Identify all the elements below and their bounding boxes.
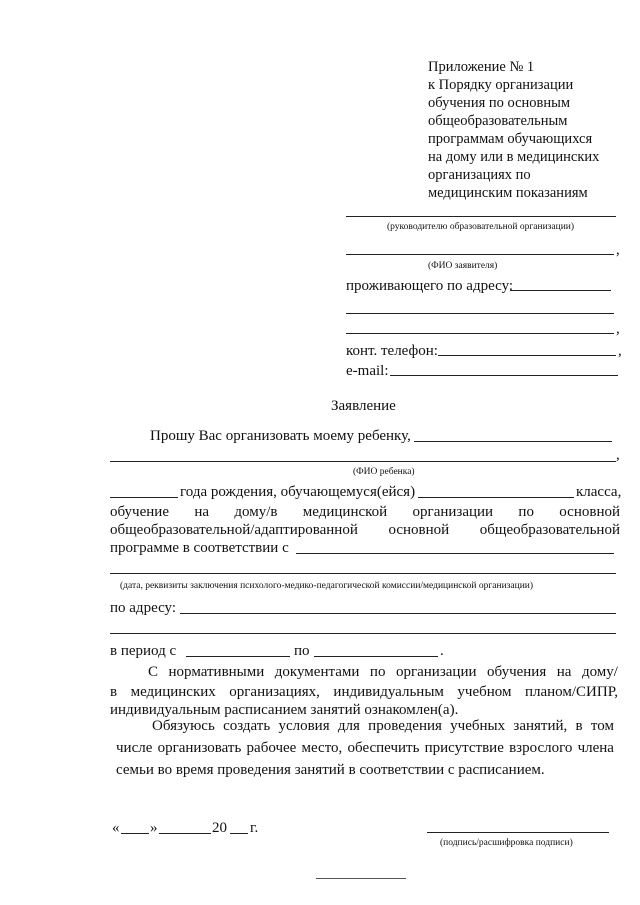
applicant-name-field[interactable]: [346, 254, 614, 255]
document-title: Заявление: [331, 398, 396, 414]
word: дому/в: [234, 504, 278, 520]
word: организации: [412, 504, 494, 520]
head-caption: (руководителю образовательной организации): [387, 222, 575, 232]
child-name-field-1[interactable]: [414, 441, 612, 442]
word: на: [194, 504, 210, 520]
word: С: [148, 664, 159, 680]
day-field[interactable]: [121, 833, 149, 834]
word: общеобразовательной: [479, 522, 620, 538]
class-field[interactable]: [418, 497, 574, 498]
address-field-3[interactable]: [346, 333, 614, 334]
word: занятий,: [513, 718, 568, 734]
appendix-line: организациях по: [428, 167, 531, 183]
lesson-address-label: по адресу:: [110, 600, 177, 616]
word: дому/: [581, 664, 618, 680]
comma: ,: [616, 321, 620, 337]
appendix-line: Приложение № 1: [428, 59, 535, 75]
word: организовать: [157, 740, 242, 756]
period-end: .: [440, 643, 444, 659]
word: планом/СИПР,: [524, 684, 618, 700]
word: Обязуюсь: [152, 718, 215, 734]
class-word: класса,: [576, 484, 622, 500]
word: организации: [395, 664, 477, 680]
word: обучения: [487, 664, 547, 680]
word: присутствие: [424, 740, 504, 756]
appendix-line: к Порядку организации: [428, 77, 574, 93]
year-suffix: г.: [250, 820, 259, 836]
word: в: [575, 718, 583, 734]
period-label: в период с: [110, 643, 177, 659]
obligation-line-2: [116, 739, 614, 757]
year-prefix: 20: [212, 820, 227, 836]
request-text: Прошу Вас организовать моему ребенку,: [150, 428, 411, 444]
acquaintance-line-3: индивидуальным расписанием занятий ознакомлен(а).: [110, 702, 459, 718]
applicant-caption: (ФИО заявителя): [428, 261, 498, 271]
word: основной: [559, 504, 620, 520]
quote-close: »: [150, 820, 158, 836]
phone-field[interactable]: [438, 355, 616, 356]
obligation-line-1: [152, 717, 614, 735]
word: учебном: [457, 684, 512, 700]
email-field[interactable]: [390, 375, 618, 376]
conclusion-field-1[interactable]: [296, 553, 614, 554]
address-field-2[interactable]: [346, 313, 614, 314]
obligation-line-3: семьи во время проведения занятий в соответствии с расписанием.: [116, 762, 545, 778]
period-from-field[interactable]: [186, 656, 290, 657]
acquaintance-line-1: [148, 663, 618, 681]
child-name-field-2[interactable]: [110, 461, 616, 462]
word: обеспечить: [347, 740, 420, 756]
appendix-line: медицинским показаниям: [428, 185, 588, 201]
word: основной: [388, 522, 450, 538]
address-label: проживающего по адресу:: [346, 278, 514, 294]
word: взрослого: [509, 740, 573, 756]
signature-caption: (подпись/расшифровка подписи): [440, 838, 573, 848]
conclusion-field-2[interactable]: [110, 573, 616, 574]
signature-field[interactable]: [427, 832, 609, 833]
word: медицинской: [302, 504, 388, 520]
phone-label: конт. телефон:: [346, 343, 438, 359]
child-caption: (ФИО ребенка): [353, 467, 415, 477]
address-field-1[interactable]: [510, 290, 611, 291]
month-field[interactable]: [159, 833, 211, 834]
word: индивидуальным: [333, 684, 444, 700]
word: учебных: [450, 718, 506, 734]
word: условия: [278, 718, 330, 734]
appendix-line: программам обучающихся: [428, 131, 593, 147]
appendix-line: обучения по основным: [428, 95, 571, 111]
acquaintance-line-2: [110, 683, 618, 701]
word: том: [590, 718, 614, 734]
word: общеобразовательной/адаптированной: [110, 522, 358, 538]
birth-year-field[interactable]: [110, 497, 178, 498]
appendix-line: общеобразовательным: [428, 113, 568, 129]
comma: ,: [616, 242, 620, 258]
word: в: [110, 684, 118, 700]
word: медицинских: [130, 684, 216, 700]
word: организациях,: [229, 684, 320, 700]
period-to-label: по: [294, 643, 310, 659]
period-to-field[interactable]: [314, 656, 438, 657]
word: члена: [577, 740, 614, 756]
word: обучение: [110, 504, 169, 520]
appendix-line: на дому или в медицинских: [428, 149, 600, 165]
education-line-1: [110, 503, 620, 521]
head-name-field[interactable]: [346, 216, 616, 217]
word: для: [337, 718, 360, 734]
email-label: e-mail:: [346, 363, 389, 379]
program-text: программе в соответствии с: [110, 540, 289, 556]
year-field[interactable]: [230, 833, 248, 834]
education-line-2: [110, 521, 620, 539]
word: нормативными: [168, 664, 265, 680]
word: проведения: [368, 718, 442, 734]
word: по: [369, 664, 386, 680]
word: числе: [116, 740, 153, 756]
word: на: [556, 664, 572, 680]
bottom-divider: [316, 878, 406, 879]
birth-year-text: года рождения, обучающемуся(ейся): [180, 484, 416, 500]
lesson-address-field-2[interactable]: [110, 633, 616, 634]
word: место,: [301, 740, 343, 756]
lesson-address-field-1[interactable]: [180, 613, 616, 614]
word: рабочее: [246, 740, 297, 756]
conclusion-caption: (дата, реквизиты заключения психолого-медико-педагогической комиссии/медицинской организации): [120, 581, 534, 591]
comma: ,: [616, 447, 620, 463]
word: по: [518, 504, 534, 520]
word: документами: [274, 664, 360, 680]
quote-open: «: [112, 820, 120, 836]
word: создать: [223, 718, 271, 734]
comma: ,: [618, 343, 622, 359]
